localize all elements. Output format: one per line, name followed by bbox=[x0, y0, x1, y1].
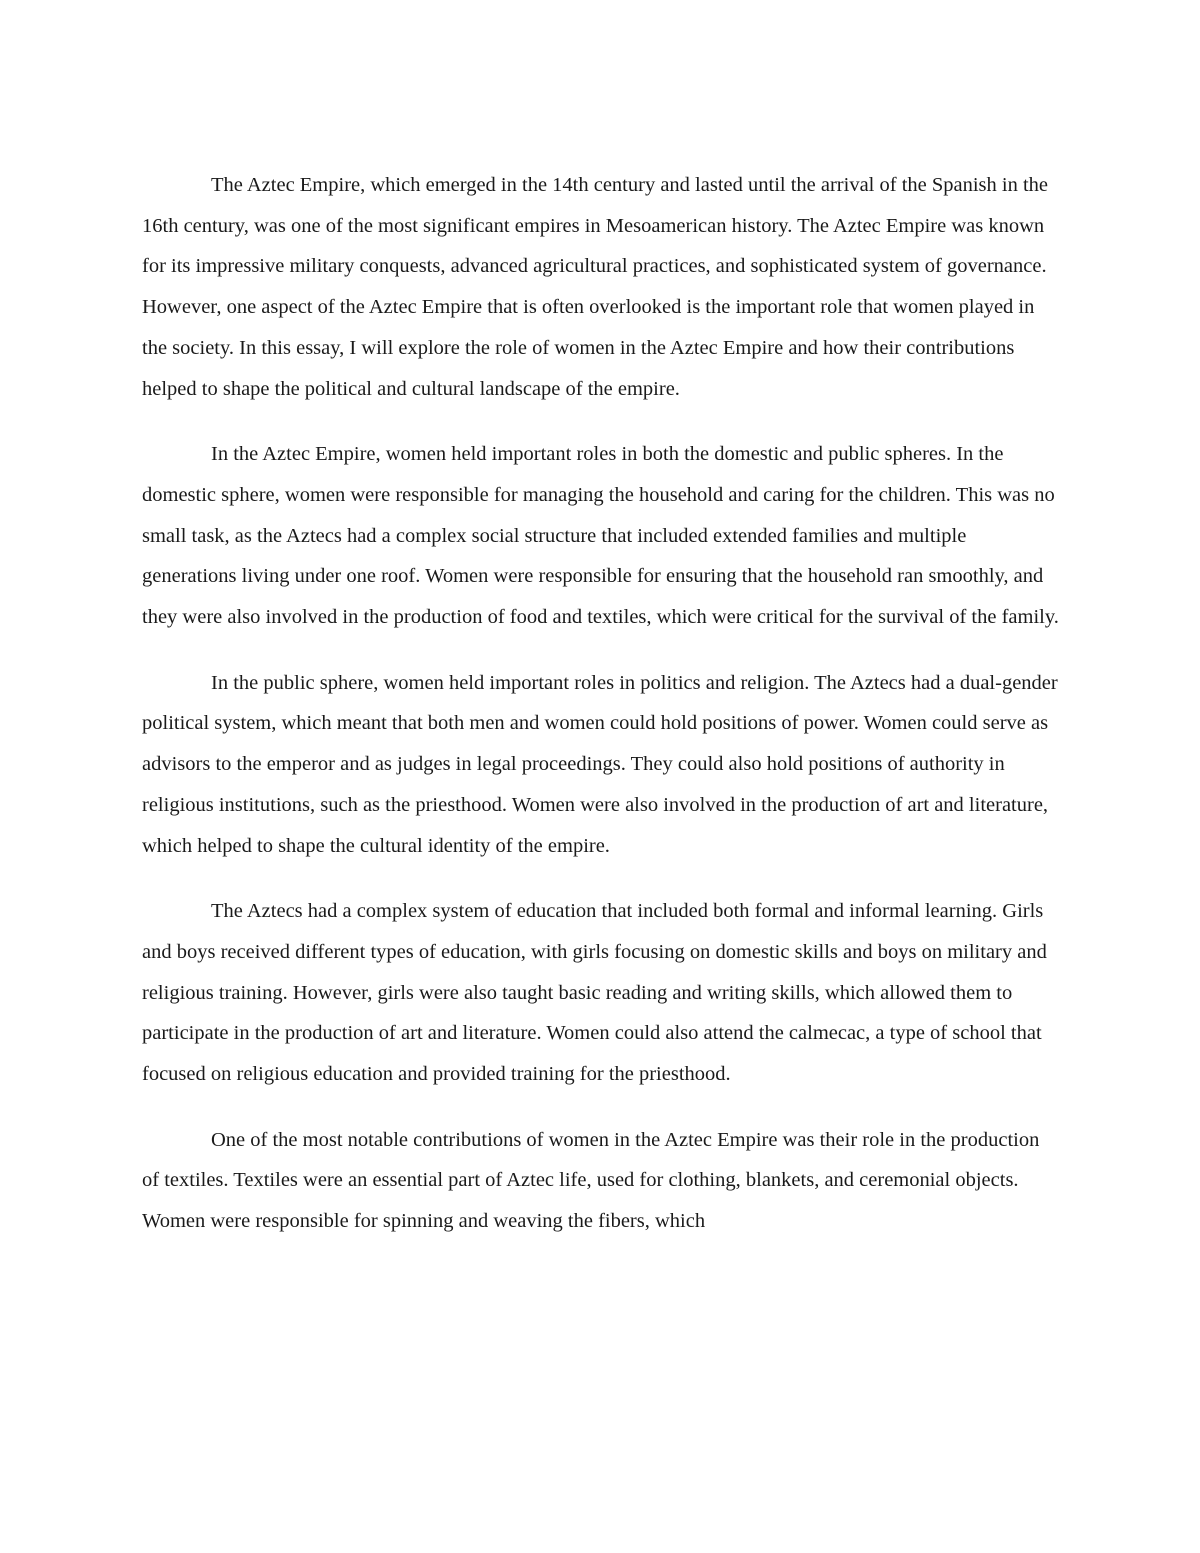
paragraph: In the public sphere, women held important roles in politics and religion. The Aztecs had a dual-gender political system, which meant that both men and women could hold positions of power. Women could serve as advisors to the emperor and as judges in legal proceedings. They could also hold positions of authority in religious institutions, such as the priesthood. Women were also involved in the production of art and literature, which helped to shape the cultural identity of the empire. bbox=[142, 671, 1058, 857]
paragraph: The Aztecs had a complex system of education that included both formal and informal learning. Girls and boys received different types of education, with girls focusing on domestic skills and boys on military and religious training. However, girls were also taught basic reading and writing skills, which allowed them to participate in the production of art and literature. Women could also attend the calmecac, a type of school that focused on religious education and provided training for the priesthood. bbox=[142, 900, 1047, 1086]
paragraph: In the Aztec Empire, women held important roles in both the domestic and public spheres. In the domestic sphere, women were responsible for managing the household and caring for the children. This was no small task, as the Aztecs had a complex social structure that included extended families and multiple generations living under one roof. Women were responsible for ensuring that the household ran smoothly, and they were also involved in the production of food and textiles, which were critical for the survival of the family. bbox=[142, 443, 1059, 629]
paragraph: One of the most notable contributions of women in the Aztec Empire was their role in the production of textiles. Textiles were an essential part of Aztec life, used for clothing, blankets, and ceremonial objects. Women were responsible for spinning and weaving the fibers, which bbox=[142, 1128, 1040, 1233]
paragraph: The Aztec Empire, which emerged in the 14th century and lasted until the arrival of the Spanish in the 16th century, was one of the most significant empires in Mesoamerican history. The Aztec Empire was known for its impressive military conquests, advanced agricultural practices, and sophisticated system of governance. However, one aspect of the Aztec Empire that is often overlooked is the important role that women played in the society. In this essay, I will explore the role of women in the Aztec Empire and how their contributions helped to shape the political and cultural landscape of the empire. bbox=[142, 174, 1049, 400]
essay-body bbox=[142, 165, 1060, 1242]
